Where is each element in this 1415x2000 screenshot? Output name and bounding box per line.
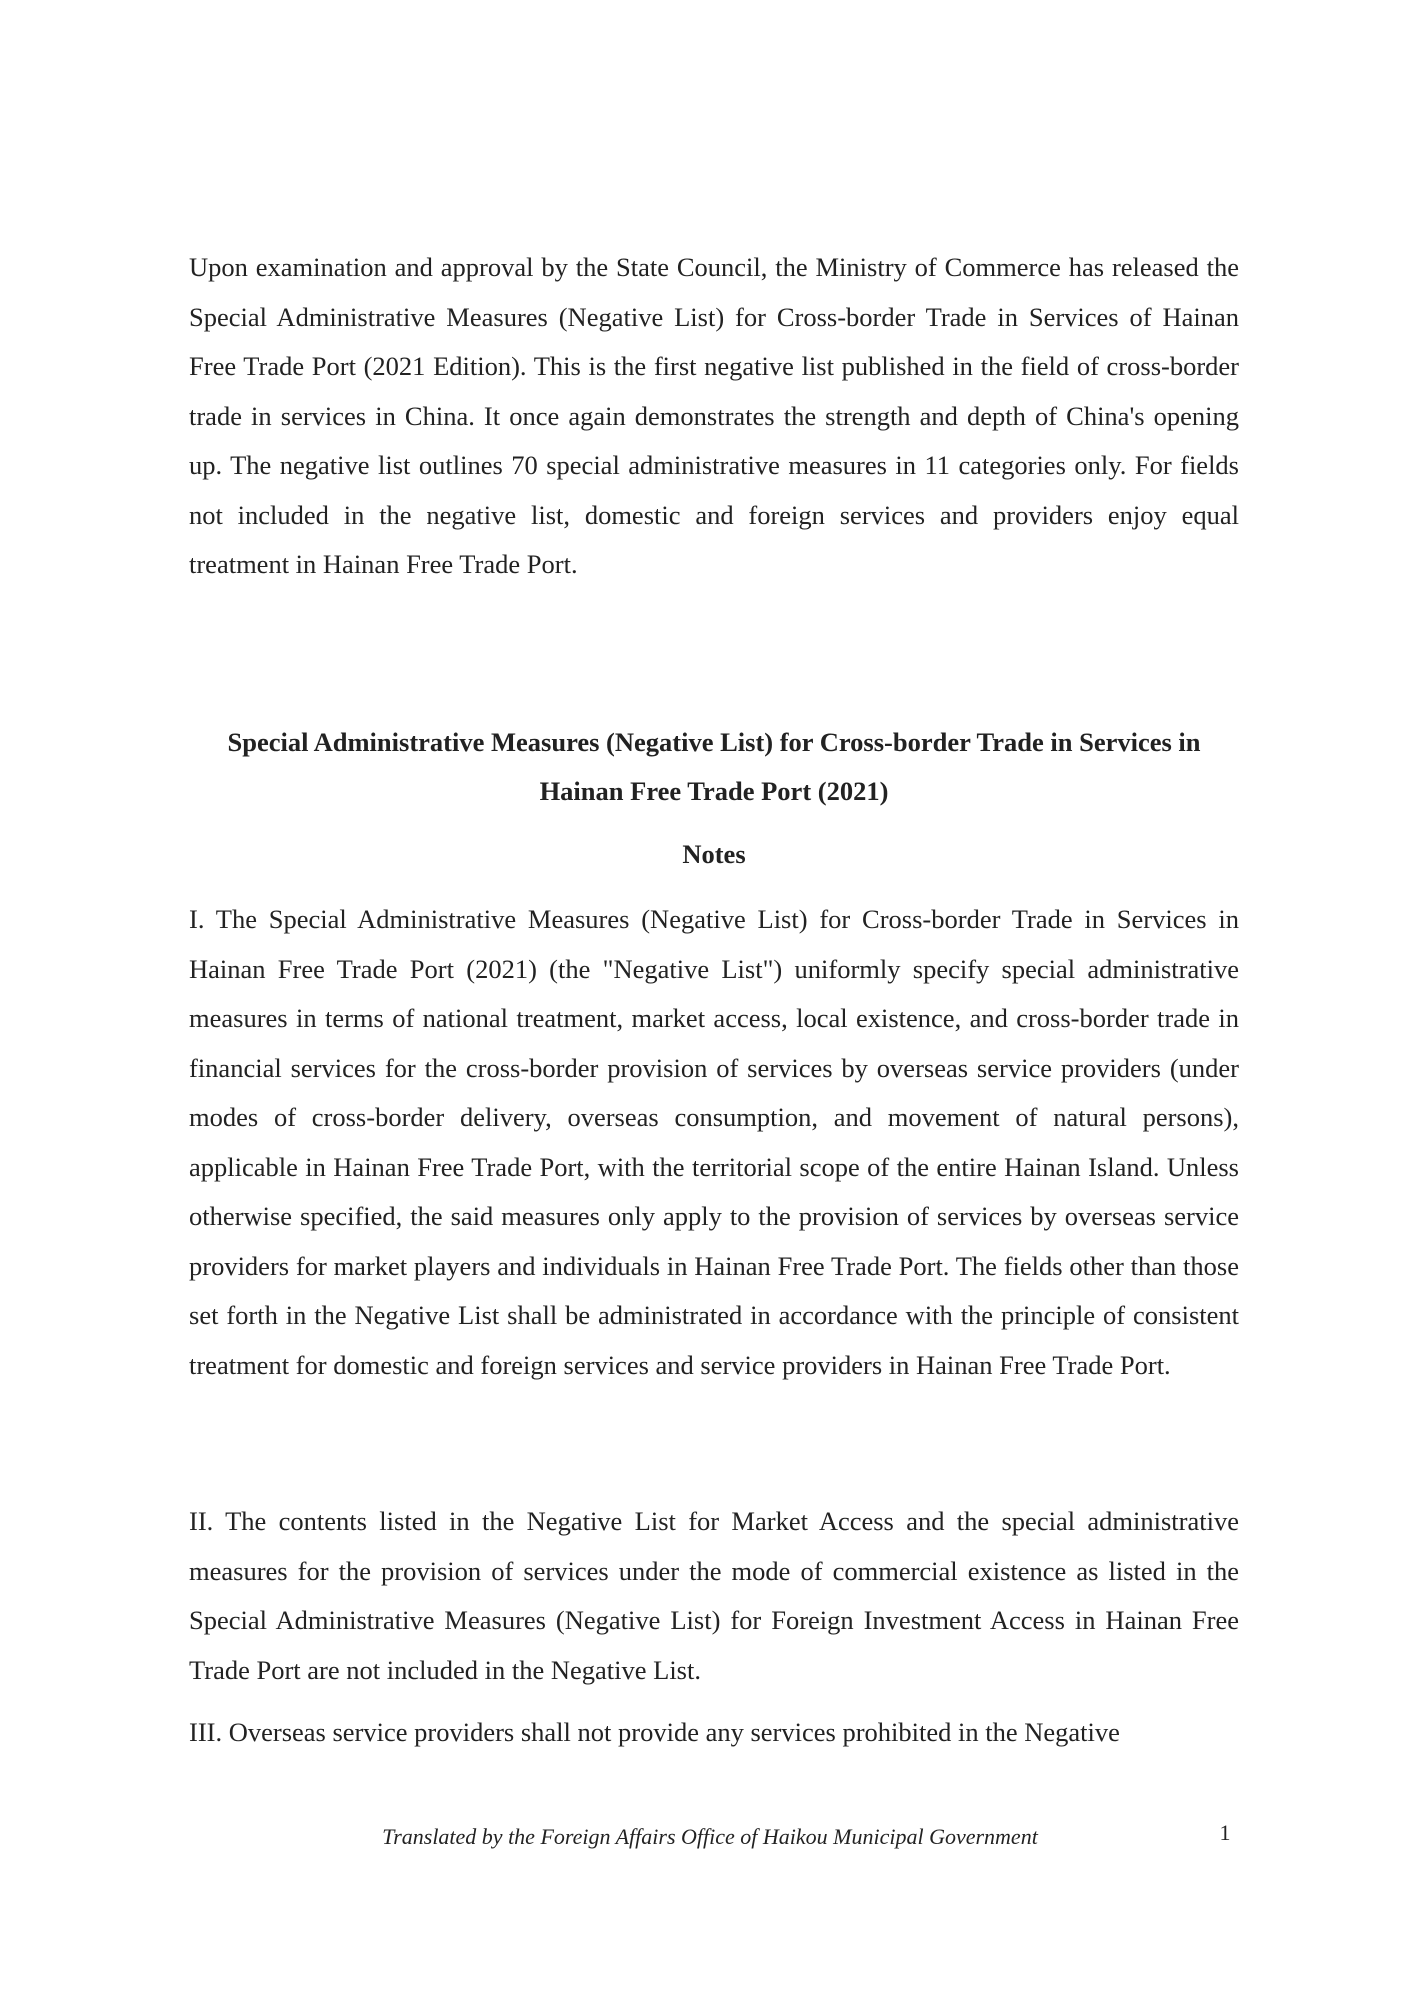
notes-heading: Notes [682,839,746,869]
document-title [189,718,1239,816]
note-paragraph-2: II. The contents listed in the Negative List for Market Access and the special administrative measures for the provision of services under the mode of commercial existence as listed in the Special Administrative Measures (Negative List) for Foreign Investment Access in Hainan Free Trade Port are not included in the Negative List. [189,1506,1239,1685]
note-paragraph-3: III. Overseas service providers shall not provide any services prohibited in the Negative [189,1717,1120,1747]
footer-credit: Translated by the Foreign Affairs Office of Haikou Municipal Government [382,1824,1038,1849]
page-number: 1 [1219,1820,1231,1845]
note-paragraph-1: I. The Special Administrative Measures (Negative List) for Cross-border Trade in Services in Hainan Free Trade Port (2021) (the "Negative List") uniformly specify special administrative measures in terms of national treatment, market access, local existence, and cross-border trade in financial services for the cross-border provision of services by overseas service providers (under modes of cross-border delivery, overseas consumption, and movement of natural persons), applicable in Hainan Free Trade Port, with the territorial scope of the entire Hainan Island. Unless otherwise specified, the said measures only apply to the provision of services by overseas service providers for market players and individuals in Hainan Free Trade Port. The fields other than those set forth in the Negative List shall be administrated in accordance with the principle of consistent treatment for domestic and foreign services and service providers in Hainan Free Trade Port. [189,904,1239,1380]
intro-paragraph: Upon examination and approval by the State Council, the Ministry of Commerce has released the Special Administrative Measures (Negative List) for Cross-border Trade in Services of Hainan Free Trade Port (2021 Edition). This is the first negative list published in the field of cross-border trade in services in China. It once again demonstrates the strength and depth of China's opening up. The negative list outlines 70 special administrative measures in 11 categories only. For fields not included in the negative list, domestic and foreign services and providers enjoy equal treatment in Hainan Free Trade Port. [189,252,1239,579]
document-title-line-1: Special Administrative Measures (Negative List) for Cross-border Trade in Services in [227,727,1201,757]
document-title-line-2: Hainan Free Trade Port (2021) [539,776,889,806]
